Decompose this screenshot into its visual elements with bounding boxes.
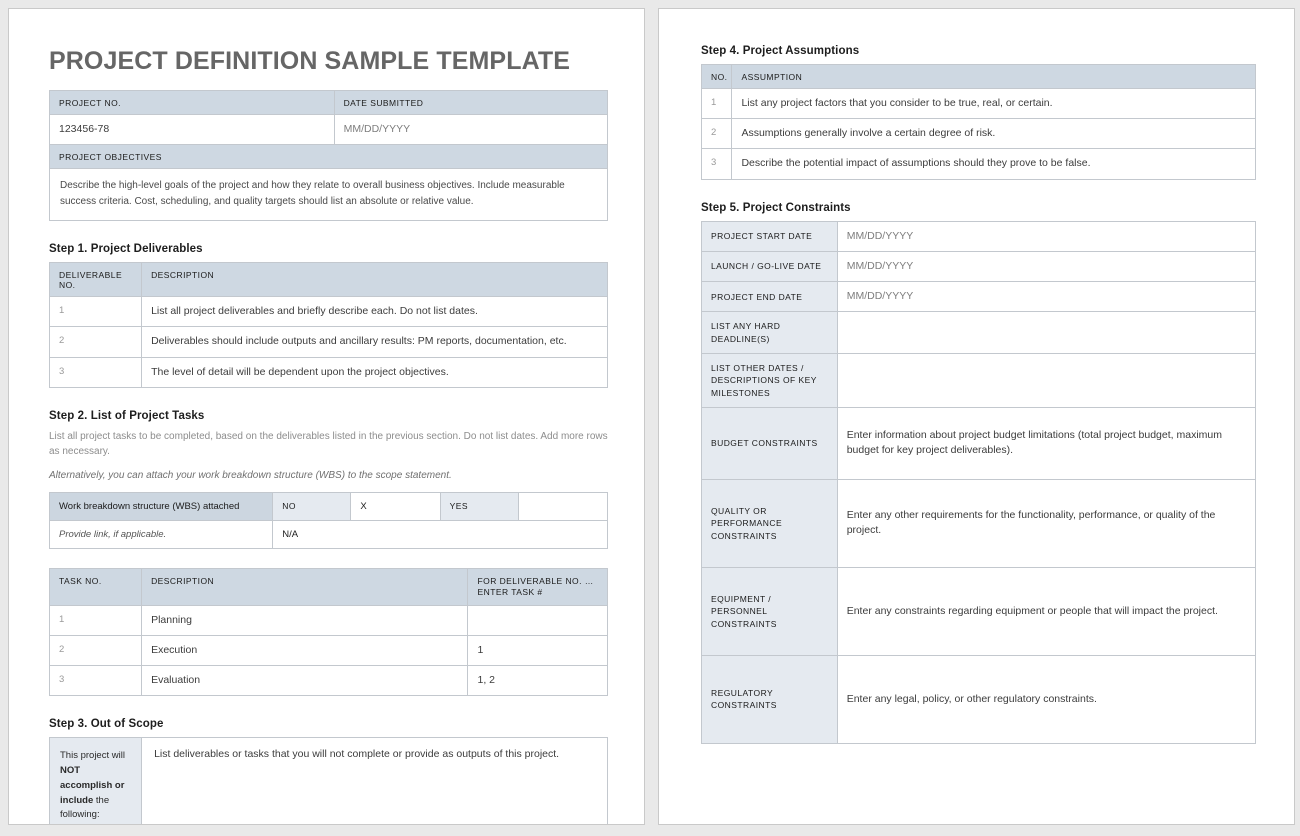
task-no: 2: [50, 636, 142, 666]
table-row: [50, 115, 608, 145]
deliverable-no: 1: [50, 297, 142, 327]
constraints-table: [701, 221, 1256, 744]
assumption-text[interactable]: Assumptions generally involve a certain degree of risk.: [732, 119, 1256, 149]
constraint-label: PROJECT END DATE: [702, 282, 838, 312]
table-row: [50, 357, 608, 387]
table-row: [50, 91, 608, 115]
constraint-label: PROJECT START DATE: [702, 221, 838, 251]
table-row: [50, 636, 608, 666]
constraint-value[interactable]: MM/DD/YYYY: [837, 251, 1255, 281]
task-description[interactable]: Planning: [142, 605, 468, 635]
section-step-4: [701, 45, 1256, 180]
constraint-label: REGULATORY CONSTRAINTS: [702, 655, 838, 743]
constraint-label: LAUNCH / GO-LIVE DATE: [702, 251, 838, 281]
table-row: [50, 297, 608, 327]
column-header-project-objectives: PROJECT OBJECTIVES: [50, 145, 608, 169]
page-2: [658, 8, 1295, 825]
deliverable-description[interactable]: Deliverables should include outputs and ancillary results: PM reports, documentation, etc.: [142, 327, 608, 357]
wbs-link-value[interactable]: N/A: [273, 520, 608, 548]
scope-label-suffix: the following:: [60, 794, 110, 821]
table-row: [50, 605, 608, 635]
assumption-no: 3: [702, 149, 732, 179]
section-step-1: [49, 243, 608, 388]
table-row: [50, 568, 608, 605]
table-row: [702, 312, 1256, 354]
table-row: [50, 145, 608, 169]
wbs-no-checkbox[interactable]: X: [351, 492, 440, 520]
step-1-heading: Step 1. Project Deliverables: [49, 243, 203, 256]
table-row: [702, 149, 1256, 179]
column-header-task-description: DESCRIPTION: [142, 568, 468, 605]
table-row: [702, 353, 1256, 407]
wbs-link-label: Provide link, if applicable.: [50, 520, 273, 548]
out-of-scope-label: [50, 738, 142, 825]
task-no: 1: [50, 605, 142, 635]
section-step-2: [49, 410, 608, 697]
step-2-heading: Step 2. List of Project Tasks: [49, 409, 205, 422]
scope-label-prefix: This project will: [60, 750, 125, 762]
constraint-value[interactable]: [837, 353, 1255, 407]
table-row: [702, 479, 1256, 567]
task-description[interactable]: Execution: [142, 636, 468, 666]
task-deliverable-ref[interactable]: 1, 2: [468, 666, 608, 696]
table-row: [702, 119, 1256, 149]
out-of-scope-value[interactable]: List deliverables or tasks that you will not complete or provide as outputs of this project.: [142, 738, 608, 825]
deliverable-no: 3: [50, 357, 142, 387]
table-row: [50, 520, 608, 548]
out-of-scope-table: [49, 737, 608, 825]
deliverable-description[interactable]: The level of detail will be dependent upon the project objectives.: [142, 357, 608, 387]
deliverables-table: [49, 262, 608, 388]
constraint-value[interactable]: MM/DD/YYYY: [837, 221, 1255, 251]
table-row: [702, 567, 1256, 655]
constraint-label: LIST ANY HARD DEADLINE(S): [702, 312, 838, 354]
column-header-date-submitted: DATE SUBMITTED: [334, 91, 607, 115]
column-header-assumption-no: NO.: [702, 65, 732, 89]
deliverable-no: 2: [50, 327, 142, 357]
table-row: [702, 65, 1256, 89]
step-5-heading: Step 5. Project Constraints: [701, 201, 851, 214]
table-row: [702, 251, 1256, 281]
column-header-assumption: ASSUMPTION: [732, 65, 1256, 89]
table-row: [50, 327, 608, 357]
constraint-value[interactable]: Enter any other requirements for the functionality, performance, or quality of the project.: [837, 479, 1255, 567]
table-row: [702, 655, 1256, 743]
table-row: [702, 221, 1256, 251]
deliverable-description[interactable]: List all project deliverables and briefly describe each. Do not list dates.: [142, 297, 608, 327]
section-step-3: [49, 718, 608, 825]
assumptions-table: [701, 64, 1256, 180]
wbs-no-label: NO: [273, 492, 351, 520]
column-header-for-deliverable-no: FOR DELIVERABLE NO. … ENTER TASK #: [468, 568, 608, 605]
wbs-yes-label: YES: [440, 492, 518, 520]
project-objectives-value[interactable]: Describe the high-level goals of the project and how they relate to overall business objectives. Include measurable success criteria. Cost, scheduling, and quality targets should list an absolute or relative value.: [50, 169, 608, 221]
assumption-text[interactable]: Describe the potential impact of assumptions should they prove to be false.: [732, 149, 1256, 179]
assumption-no: 1: [702, 89, 732, 119]
page-title: PROJECT DEFINITION SAMPLE TEMPLATE: [49, 47, 571, 75]
step-4-heading: Step 4. Project Assumptions: [701, 45, 860, 57]
constraint-value[interactable]: MM/DD/YYYY: [837, 282, 1255, 312]
assumption-text[interactable]: List any project factors that you consider to be true, real, or certain.: [732, 89, 1256, 119]
table-row: [50, 492, 608, 520]
constraint-label: EQUIPMENT / PERSONNEL CONSTRAINTS: [702, 567, 838, 655]
table-row: [50, 169, 608, 221]
section-step-5: [701, 202, 1256, 744]
task-no: 3: [50, 666, 142, 696]
table-row: [50, 263, 608, 297]
table-row: [50, 738, 608, 825]
constraint-label: BUDGET CONSTRAINTS: [702, 407, 838, 479]
step-2-note: List all project tasks to be completed, based on the deliverables listed in the previous section. Do not list dates. Add more rows as necessary.: [49, 430, 608, 457]
constraint-label: LIST OTHER DATES / DESCRIPTIONS OF KEY MILESTONES: [702, 353, 838, 407]
project-no-value[interactable]: 123456-78: [50, 115, 335, 145]
constraint-value[interactable]: Enter any constraints regarding equipment or people that will impact the project.: [837, 567, 1255, 655]
scope-label-bold: NOT accomplish or include: [60, 765, 125, 806]
table-row: [702, 282, 1256, 312]
constraint-value[interactable]: Enter information about project budget limitations (total project budget, maximum budget for key project deliverables).: [837, 407, 1255, 479]
wbs-attached-label: Work breakdown structure (WBS) attached: [50, 492, 273, 520]
table-row: [50, 666, 608, 696]
task-deliverable-ref[interactable]: 1: [468, 636, 608, 666]
column-header-deliverable-no: DELIVERABLE NO.: [50, 263, 142, 297]
page-1: [8, 8, 645, 825]
table-row: [702, 407, 1256, 479]
column-header-task-no: TASK NO.: [50, 568, 142, 605]
date-submitted-value[interactable]: MM/DD/YYYY: [334, 115, 607, 145]
step-3-heading: Step 3. Out of Scope: [49, 718, 164, 731]
constraint-label: QUALITY OR PERFORMANCE CONSTRAINTS: [702, 479, 838, 567]
step-2-note-alternative: Alternatively, you can attach your work breakdown structure (WBS) to the scope statement.: [49, 469, 452, 481]
assumption-no: 2: [702, 119, 732, 149]
constraint-value[interactable]: Enter any legal, policy, or other regulatory constraints.: [837, 655, 1255, 743]
table-row: [702, 89, 1256, 119]
tasks-table: [49, 568, 608, 697]
task-deliverable-ref[interactable]: [468, 605, 608, 635]
wbs-yes-checkbox[interactable]: [518, 492, 607, 520]
project-info-table: [49, 90, 608, 221]
wbs-table: [49, 492, 608, 549]
task-description[interactable]: Evaluation: [142, 666, 468, 696]
column-header-project-no: PROJECT NO.: [50, 91, 335, 115]
constraint-value[interactable]: [837, 312, 1255, 354]
column-header-description: DESCRIPTION: [142, 263, 608, 297]
